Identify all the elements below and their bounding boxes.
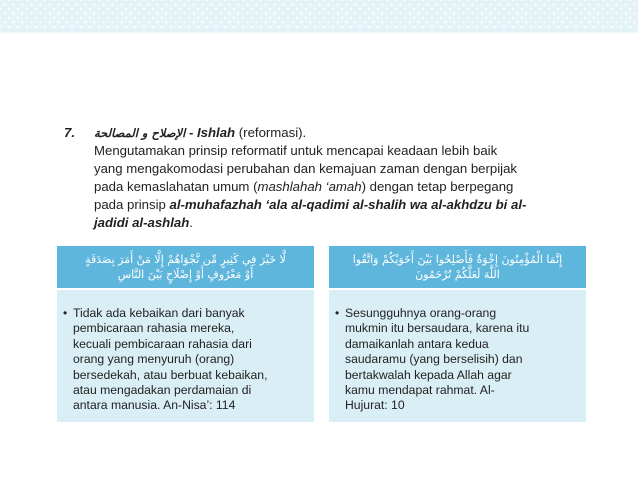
arabic-verse-header bbox=[329, 246, 586, 290]
arabic-verse-line-2: أَوْ مَعْرُوفٍ أَوْ إِصْلَاحٍ بَيْنَ النَّاسِ bbox=[117, 268, 254, 281]
term-label: - Ishlah bbox=[188, 125, 236, 140]
bullet-icon: • bbox=[63, 306, 68, 320]
arabic-verse-header bbox=[57, 246, 314, 290]
arabic-verse-line-2: اللَّهَ لَعَلَّكُمْ تُرْحَمُونَ bbox=[415, 268, 500, 281]
point-number: 7. bbox=[64, 125, 75, 140]
principle-term-end: jadidi al-ashlah bbox=[94, 215, 190, 230]
arabic-verse-line-1: لَّا خَيْرَ فِي كَثِيرٍ مِّن نَّجْوَاهُمْ إِلَّا مَنْ أَمَرَ بِصَدَقَةٍ bbox=[85, 253, 286, 266]
paragraph-line-2: yang mengakomodasi perubahan dan kemajuan zaman dengan berpijak bbox=[94, 161, 518, 176]
translation-line: bertakwalah kepada Allah agar bbox=[345, 367, 512, 382]
translation-body bbox=[57, 290, 314, 414]
text-fragment: ) dengan tetap berpegang bbox=[361, 179, 514, 194]
point-heading bbox=[64, 124, 584, 142]
text-fragment: . bbox=[189, 215, 193, 230]
text-fragment: pada kemaslahatan umum ( bbox=[94, 179, 258, 194]
translation-line: antara manusia. An-Nisa’: 114 bbox=[73, 398, 236, 413]
translation-line: damaikanlah antara kedua bbox=[345, 336, 489, 351]
translation-line: kecuali pembicaraan rahasia dari bbox=[73, 336, 252, 351]
paragraph-line-5 bbox=[64, 214, 584, 232]
text-fragment: pada prinsip bbox=[94, 197, 170, 212]
translation-line: pembicaraan rahasia mereka, bbox=[73, 321, 235, 336]
arabic-term: الإصلاح و المصالحة bbox=[94, 126, 186, 140]
translation-line: bersedekah, atau berbuat kebaikan, bbox=[73, 367, 268, 382]
verse-card-al-hujurat bbox=[329, 246, 586, 422]
translation-body bbox=[329, 290, 586, 414]
translation-line: Tidak ada kebaikan dari banyak bbox=[73, 306, 245, 320]
bullet-icon: • bbox=[335, 306, 340, 320]
translation-line: Sesungguhnya orang-orang bbox=[345, 306, 497, 320]
italic-term: mashlahah ‘amah bbox=[257, 179, 362, 194]
translation-line: Hujurat: 10 bbox=[345, 398, 405, 413]
main-text-block bbox=[64, 124, 584, 232]
translation-line: orang yang menyuruh (orang) bbox=[73, 352, 235, 367]
translation-line: mukmin itu bersaudara, karena itu bbox=[345, 321, 530, 336]
arabic-verse-line-1: إِنَّمَا الْمُؤْمِنُونَ إِخْوَةٌ فَأَصْلِحُوا بَيْنَ أَخَوَيْكُمْ وَاتَّقُوا bbox=[352, 253, 563, 266]
paragraph-line-1: Mengutamakan prinsip reformatif untuk mencapai keadaan lebih baik bbox=[94, 143, 498, 158]
translation-line: saudaramu (yang berselisih) dan bbox=[345, 352, 523, 367]
verse-card-an-nisa bbox=[57, 246, 314, 422]
translation-line: kamu mendapat rahmat. Al- bbox=[345, 383, 495, 398]
principle-term: al-muhafazhah ‘ala al-qadimi al-shalih wa al-akhdzu bi al- bbox=[169, 197, 527, 212]
translation-line: atau mengadakan perdamaian di bbox=[73, 383, 252, 398]
term-suffix: (reformasi). bbox=[235, 125, 307, 140]
paragraph-line-4 bbox=[64, 196, 584, 214]
decorative-header-band bbox=[0, 0, 638, 34]
paragraph-line-3 bbox=[64, 178, 584, 196]
